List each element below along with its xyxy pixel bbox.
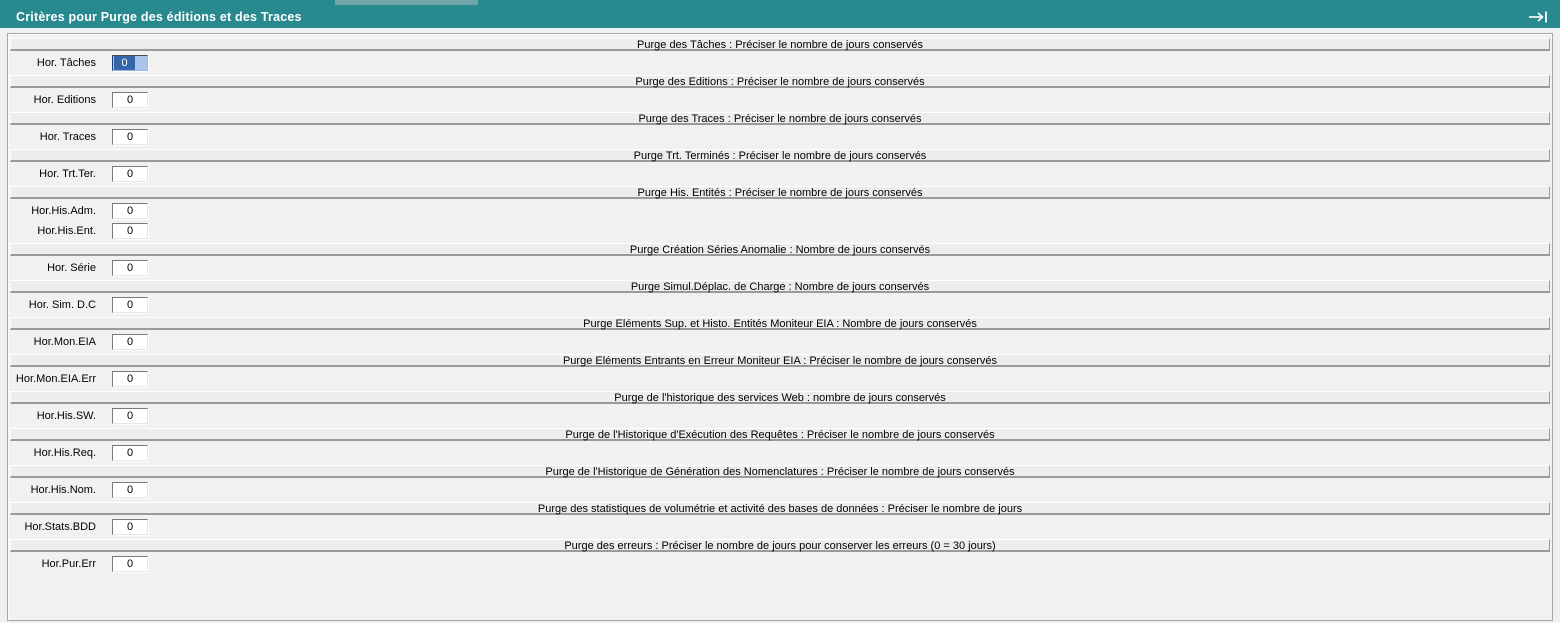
- days-input[interactable]: [112, 92, 148, 108]
- section-header-label: Purge de l'Historique d'Exécution des Requêtes : Préciser le nombre de jours conservés: [565, 429, 995, 441]
- field-label: Hor.His.Nom.: [30, 483, 96, 496]
- field-label: Hor.Stats.BDD: [24, 520, 96, 533]
- field-row: [10, 481, 1550, 498]
- section-header-label: Purge des Traces : Préciser le nombre de jours conservés: [638, 113, 922, 125]
- purge-section: [10, 186, 1550, 239]
- days-input[interactable]: [112, 408, 148, 424]
- days-input-value: 0: [126, 298, 134, 311]
- field-row: [10, 259, 1550, 276]
- section-rows: [10, 128, 1550, 145]
- field-row: [10, 296, 1550, 313]
- section-rows: [10, 165, 1550, 182]
- section-header-label: Purge Simul.Déplac. de Charge : Nombre de jours conservés: [630, 281, 930, 293]
- field-label: Hor. Traces: [39, 130, 96, 143]
- field-label: Hor.His.Ent.: [37, 224, 96, 237]
- purge-section: [10, 75, 1550, 108]
- field-row: [10, 202, 1550, 219]
- section-header: [10, 317, 1550, 330]
- field-row: [10, 555, 1550, 572]
- days-input-value: 0: [126, 335, 134, 348]
- days-input-value: 0: [114, 56, 135, 70]
- section-header-label: Purge des erreurs : Préciser le nombre de jours pour conserver les erreurs (0 = 30 jours): [564, 540, 996, 552]
- section-header: [10, 149, 1550, 162]
- days-input-value: 0: [126, 446, 134, 459]
- section-header: [10, 465, 1550, 478]
- days-input[interactable]: [112, 556, 148, 572]
- window-titlebar: [0, 5, 1560, 28]
- field-row: [10, 128, 1550, 145]
- section-header-label: Purge Eléments Sup. et Histo. Entités Moniteur EIA : Nombre de jours conservés: [583, 318, 977, 330]
- purge-section: [10, 539, 1550, 572]
- section-header: [10, 502, 1550, 515]
- section-rows: [10, 259, 1550, 276]
- section-header-label: Purge His. Entités : Préciser le nombre de jours conservés: [637, 187, 923, 199]
- section-rows: [10, 296, 1550, 313]
- field-row: [10, 370, 1550, 387]
- field-row: [10, 91, 1550, 108]
- field-row: [10, 54, 1550, 71]
- section-rows: [10, 91, 1550, 108]
- days-input-value: 0: [126, 483, 134, 496]
- arrow-to-bar-icon[interactable]: [1526, 10, 1550, 24]
- days-input-value: 0: [126, 557, 134, 570]
- days-input-value: 0: [126, 130, 134, 143]
- content-panel: [7, 33, 1553, 621]
- section-header-label: Purge Création Séries Anomalie : Nombre de jours conservés: [629, 244, 931, 256]
- section-rows: [10, 518, 1550, 535]
- days-input-value: 0: [126, 261, 134, 274]
- days-input[interactable]: [112, 223, 148, 239]
- section-header: [10, 428, 1550, 441]
- days-input-value: 0: [126, 409, 134, 422]
- field-row: [10, 333, 1550, 350]
- section-rows: [10, 444, 1550, 461]
- section-rows: [10, 407, 1550, 424]
- field-row: [10, 222, 1550, 239]
- days-input[interactable]: [112, 260, 148, 276]
- purge-section: [10, 280, 1550, 313]
- window-title: Critères pour Purge des éditions et des Traces: [16, 9, 302, 24]
- field-label: Hor. Tâches: [36, 56, 96, 69]
- section-header-label: Purge Trt. Terminés : Préciser le nombre de jours conservés: [633, 150, 927, 162]
- purge-section: [10, 428, 1550, 461]
- section-header-label: Purge des Tâches : Préciser le nombre de jours conservés: [637, 39, 923, 51]
- section-rows: [10, 370, 1550, 387]
- section-rows: [10, 333, 1550, 350]
- section-header: [10, 391, 1550, 404]
- section-header: [10, 354, 1550, 367]
- section-rows: [10, 202, 1550, 239]
- days-input-value: 0: [126, 224, 134, 237]
- section-header: [10, 112, 1550, 125]
- days-input[interactable]: [112, 203, 148, 219]
- field-label: Hor. Série: [47, 261, 96, 274]
- field-label: Hor.His.Req.: [33, 446, 96, 459]
- field-label: Hor. Sim. D.C: [28, 298, 96, 311]
- days-input[interactable]: [112, 371, 148, 387]
- field-label: Hor. Trt.Ter.: [39, 167, 96, 180]
- days-input[interactable]: [112, 445, 148, 461]
- purge-section: [10, 243, 1550, 276]
- purge-section: [10, 317, 1550, 350]
- section-header-label: Purge de l'Historique de Génération des Nomenclatures : Préciser le nombre de jours conservés: [545, 466, 1015, 478]
- purge-section: [10, 149, 1550, 182]
- section-header: [10, 243, 1550, 256]
- section-header-label: Purge Eléments Entrants en Erreur Moniteur EIA : Préciser le nombre de jours conservés: [562, 355, 998, 367]
- days-input-value: 0: [126, 93, 134, 106]
- field-row: [10, 444, 1550, 461]
- purge-section: [10, 38, 1550, 71]
- section-header-label: Purge de l'historique des services Web : nombre de jours conservés: [614, 392, 946, 404]
- days-input-value: 0: [126, 204, 134, 217]
- purge-section: [10, 465, 1550, 498]
- days-input[interactable]: [112, 129, 148, 145]
- days-input[interactable]: [112, 297, 148, 313]
- days-input[interactable]: [112, 55, 148, 71]
- days-input-value: 0: [126, 372, 134, 385]
- section-header: [10, 539, 1550, 552]
- section-header-label: Purge des Editions : Préciser le nombre de jours conservés: [635, 76, 925, 88]
- section-rows: [10, 54, 1550, 71]
- section-rows: [10, 555, 1550, 572]
- days-input[interactable]: [112, 482, 148, 498]
- field-label: Hor. Editions: [33, 93, 96, 106]
- field-label: Hor.Mon.EIA.Err: [15, 372, 96, 385]
- field-row: [10, 407, 1550, 424]
- purge-section: [10, 354, 1550, 387]
- field-label: Hor.His.SW.: [36, 409, 96, 422]
- days-input-value: 0: [126, 167, 134, 180]
- days-input[interactable]: [112, 519, 148, 535]
- field-label: Hor.Pur.Err: [41, 557, 96, 570]
- days-input[interactable]: [112, 166, 148, 182]
- days-input-value: 0: [126, 520, 134, 533]
- purge-section: [10, 391, 1550, 424]
- days-input[interactable]: [112, 334, 148, 350]
- field-row: [10, 165, 1550, 182]
- section-header: [10, 186, 1550, 199]
- section-header: [10, 75, 1550, 88]
- purge-section: [10, 112, 1550, 145]
- section-header: [10, 38, 1550, 51]
- field-label: Hor.Mon.EIA: [33, 335, 96, 348]
- field-label: Hor.His.Adm.: [31, 204, 96, 217]
- purge-section: [10, 502, 1550, 535]
- section-rows: [10, 481, 1550, 498]
- section-header-label: Purge des statistiques de volumétrie et activité des bases de données : Préciser le nombre de jours: [537, 503, 1023, 515]
- section-header: [10, 280, 1550, 293]
- field-row: [10, 518, 1550, 535]
